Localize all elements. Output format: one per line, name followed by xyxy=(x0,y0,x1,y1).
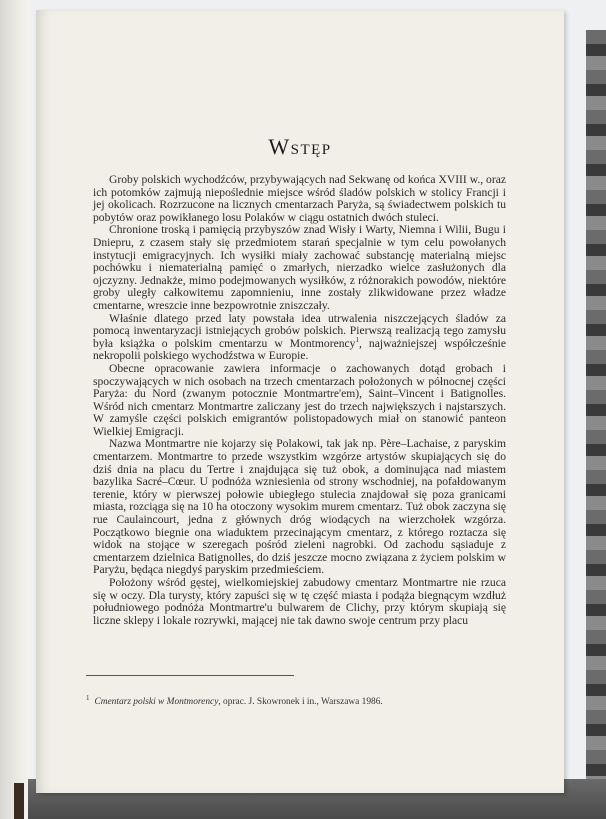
footnote-number: 1 xyxy=(86,694,90,702)
paragraph xyxy=(93,313,506,363)
footnote-divider xyxy=(86,675,294,676)
paragraph: Obecne opracowanie zawiera informacje o zachowanych dotąd grobach i spoczywających w nich osobach na trzech cmentarzach położonych w północnej części Paryża: du Nord (zwanym potocznie Montmartre'em), Saint–Vincent i Batignolles. Wśród nich cmentarz Montmartre zaliczany jest do trzech największych i najstarszych. W zamyśle części polskich emigrantów polistopadowych miał on stanowić panteon Wielkiej Emigracji. xyxy=(93,361,506,438)
paragraph: Groby polskich wychodźców, przybywających nad Sekwanę od końca XVIII w., oraz ich potomków zajmują niepoślednie miejsce wśród śladów polskich w stolicy Francji i jej okolicach. Rozrzucone na licznych cmentarzach Paryża, są świadectwem polskich tu pobytów oraz powikłanego losu Polaków w ciągu ostatnich dwóch stuleci. xyxy=(93,173,506,224)
paragraph: Położony wśród gęstej, wielkomiejskiej zabudowy cmentarz Montmartre nie rzuca się w oczy. Dla turysty, który zapuści się w tę część miasta i podąża biegnącym wzdłuż południowego podnóża Montmartre'u bulwarem de Clichy, przy którym skupiają się liczne sklepy i lokale rozrywki, mającej nie tak dawno swoje centrum przy placu xyxy=(93,576,506,627)
book-spine-left xyxy=(0,0,30,819)
footnote-source-title: Cmentarz polski w Montmorency xyxy=(94,697,219,708)
paragraph-text-tail: , najważniejszej współcześnie nekropolii polskiego wychodźstwa w Europie. xyxy=(93,336,506,363)
paragraph: Nazwa Montmartre nie kojarzy się Polakowi, tak jak np. Père–Lachaise, z paryskim cmentarzem. Montmartre to przede wszystkim wzgórze artystów skupiających się do dziś dnia na placu du Tertre i znajdująca się tuż obok, a dominująca nad miastem bazylika Sacré–Cœur. U podnóża wzniesienia od strony wschodniej, na pofałdowanym terenie, który w pierwszej połowie ubiegłego stulecia znajdował się poza granicami miasta, rozciąga się na 10 ha otoczony wysokim murem cmentarz. Tuż obok zaczyna się rue Caulaincourt, jedna z głównych dróg wiodących na wierzchołek wzgórza. Początkowo biegnie ona wiaduktem przecinającym cmentarz, z którego roztacza się widok na stojące w szeregach pośród zieleni nagrobki. Od zachodu sąsiaduje z cmentarzem dzielnica Batignolles, do dziś jeszcze mocno związana z życiem polskim w Paryżu, będąca niegdyś paryskim przedmieściem. xyxy=(93,437,506,577)
footnote xyxy=(86,694,506,707)
footnote-source-details: , oprac. J. Skowronek i in., Warszawa 1986. xyxy=(218,697,383,708)
paragraph-text: Właśnie dlatego przed laty powstała idea utrwalenia niszczejących śladów za pomocą inwentaryzacji istniejących grobów polskich. Pierwszą realizacją tego zamysłu była książka o polskim cmentarzu w Montmorency xyxy=(93,311,506,350)
footnote-reference: 1 xyxy=(355,335,359,344)
book-page xyxy=(36,10,564,793)
chapter-title: Wstęp xyxy=(268,134,332,159)
paragraph: Chronione troską i pamięcią przybyszów znad Wisły i Warty, Niemna i Wilii, Bugu i Dniepru, z czasem stały się przedmiotem starań specjalnie w tym celu powołanych instytucji emigracyjnych. Ich wysiłki miały zachować substancję materialną miejsc pochówku i niematerialną pamięć o zmarłych, nierzadko wielce zasłużonych dla ojczyzny. Jednakże, mimo podejmowanych wysiłków, z różnorakich powodów, niektóre groby uległy całkowitemu zapomnieniu, inne zostały zlikwidowane przez władze cmentarne, wreszcie inne bezpowrotnie zniszczały. xyxy=(93,223,506,312)
book-cover-edge-right xyxy=(586,30,606,790)
chapter-body xyxy=(93,174,506,627)
bookmark-ribbon xyxy=(14,783,24,819)
